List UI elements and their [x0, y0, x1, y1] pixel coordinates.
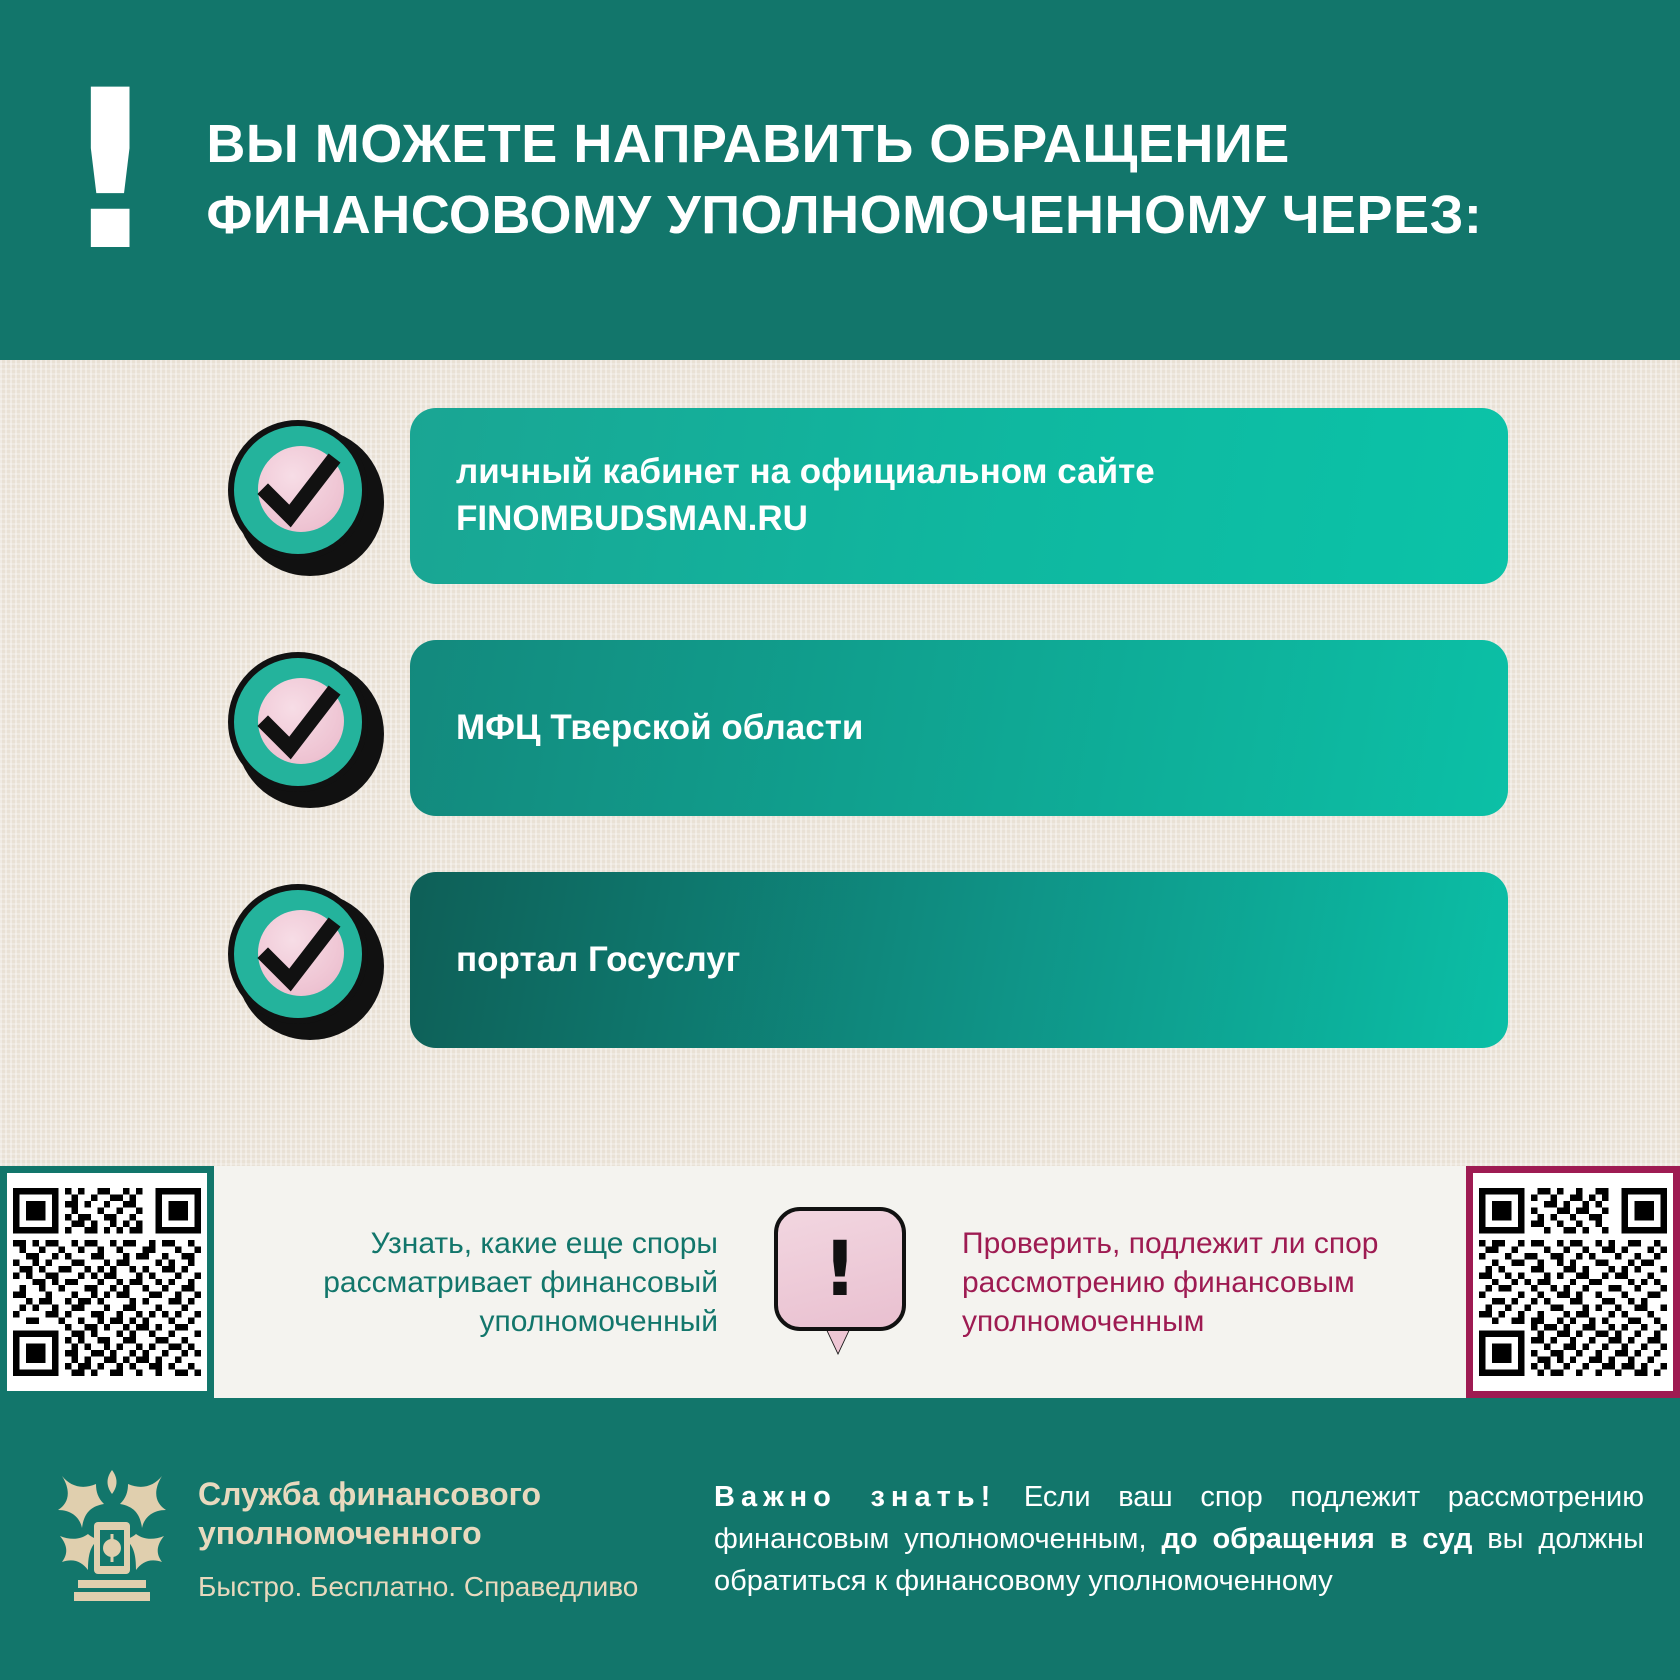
check-mark-icon — [228, 652, 380, 804]
check-mark-icon — [228, 884, 380, 1036]
channel-label: портал Госуслуг — [410, 872, 1508, 1048]
service-emblem-icon — [48, 1464, 176, 1614]
exclamation-bubble-icon: ! — [774, 1207, 906, 1357]
qr-code-image — [1479, 1179, 1667, 1385]
check-mark-icon — [228, 420, 380, 572]
channels-list — [0, 360, 1680, 1166]
qr-code-image — [13, 1179, 201, 1385]
note-part1: Если ваш спор подлежит рассмотрению финансовым уполномоченным, — [714, 1480, 1644, 1555]
channel-label: МФЦ Тверской области — [410, 640, 1508, 816]
list-item[interactable] — [0, 408, 1680, 584]
list-item[interactable] — [0, 872, 1680, 1048]
important-note — [688, 1476, 1644, 1602]
check-glyph — [246, 674, 350, 774]
channel-label: личный кабинет на официальном сайте FINOMBUDSMAN.RU — [410, 408, 1508, 584]
page-title: ВЫ МОЖЕТЕ НАПРАВИТЬ ОБРАЩЕНИЕ ФИНАНСОВОМУ УПОЛНОМОЧЕННОМУ ЧЕРЕЗ: — [206, 113, 1483, 245]
brand-name: Служба финансового уполномоченного — [198, 1475, 542, 1551]
qr-strip-content — [214, 1166, 1466, 1398]
check-glyph — [246, 442, 350, 542]
exclamation-mark-icon: ! — [60, 43, 161, 299]
brand-slogan: Быстро. Бесплатно. Справедливо — [198, 1571, 639, 1603]
qr-left-caption: Узнать, какие еще споры рассматривает финансовый уполномоченный — [323, 1226, 718, 1338]
list-item[interactable] — [0, 640, 1680, 816]
header — [0, 0, 1680, 360]
qr-code-disputes[interactable] — [0, 1166, 214, 1398]
note-bold: до обращения в суд — [1161, 1522, 1473, 1555]
footer — [0, 1398, 1680, 1680]
note-lead: Важно знать! — [714, 1480, 997, 1513]
qr-right-caption: Проверить, подлежит ли спор рассмотрению финансовым уполномоченным — [962, 1226, 1379, 1338]
note-part2: вы должны обратиться к финансовому уполномоченному — [714, 1522, 1644, 1598]
brand-block — [48, 1464, 688, 1614]
qr-code-check-dispute[interactable] — [1466, 1166, 1680, 1398]
qr-strip — [0, 1166, 1680, 1398]
check-glyph — [246, 906, 350, 1006]
